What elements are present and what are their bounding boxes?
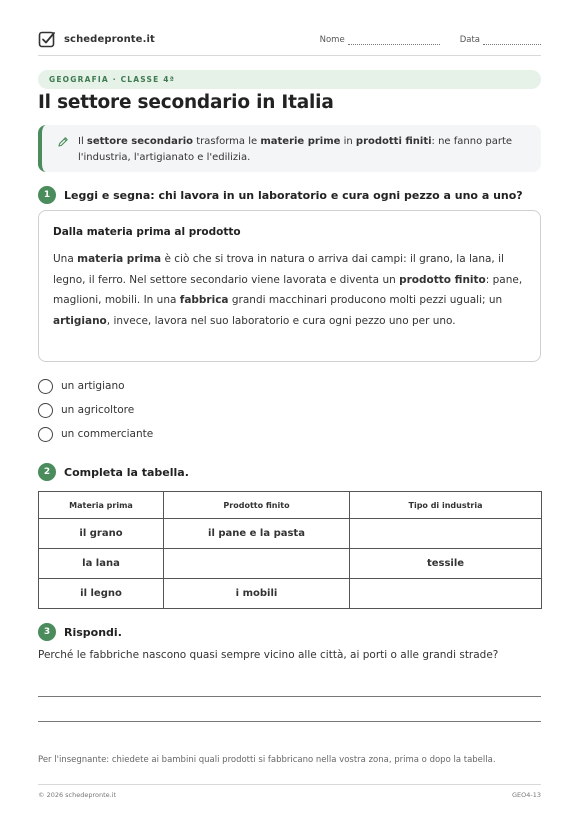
reading-bold: artigiano xyxy=(53,314,107,327)
name-field xyxy=(320,35,440,45)
open-question: Perché le fabbriche nascono quasi sempre vicino alle città, ai porti o alle grandi strade? xyxy=(38,649,499,661)
reading-text-part: , invece, lavora nel suo laboratorio e cura ogni pezzo uno per uno. xyxy=(106,314,456,327)
reading-text-part: : pane, maglioni, mobili. In una xyxy=(53,273,523,306)
table-cell-blank[interactable] xyxy=(350,519,542,549)
reading-title: Dalla materia prima al prodotto xyxy=(53,226,241,238)
name-blank xyxy=(348,36,440,45)
intro-text-part: Il xyxy=(78,136,87,147)
table-cell: il grano xyxy=(39,519,164,549)
reading-bold: materia prima xyxy=(77,253,162,265)
date-field xyxy=(460,35,541,45)
intro-text xyxy=(78,134,533,166)
table-cell: il legno xyxy=(39,579,164,609)
table-cell: il pane e la pasta xyxy=(164,519,350,549)
answer-options xyxy=(38,374,153,446)
intro-bold: settore secondario xyxy=(86,136,194,147)
teacher-note: Per l'insegnante: chiedete ai bambini quali prodotti si fabbricano nella vostra zona, prima o dopo la tabella. xyxy=(38,755,496,765)
question-1-text: Leggi e segna: chi lavora in un laboratorio e cura ogni pezzo a uno a uno? xyxy=(64,188,523,202)
table-header: Prodotto finito xyxy=(164,492,350,519)
table-cell: tessile xyxy=(350,549,542,579)
reading-text-part: grandi macchinari producono molti pezzi uguali; un xyxy=(228,294,503,306)
question-1-heading xyxy=(38,186,523,204)
table-cell: i mobili xyxy=(164,579,350,609)
radio-circle[interactable] xyxy=(38,427,53,442)
reading-box xyxy=(38,210,541,362)
option-label: un commerciante xyxy=(61,428,154,440)
footer-code: GEO4-13 xyxy=(511,791,541,799)
table-cell: la lana xyxy=(39,549,164,579)
answer-line[interactable] xyxy=(38,696,541,697)
table-header-row xyxy=(39,492,542,519)
question-number-badge: 3 xyxy=(38,623,56,641)
table-cell-blank[interactable] xyxy=(164,549,350,579)
question-2-text: Completa la tabella. xyxy=(64,465,189,479)
radio-circle[interactable] xyxy=(38,403,53,418)
option-agricoltore[interactable] xyxy=(38,398,153,422)
brand-logo xyxy=(38,30,155,48)
option-artigiano[interactable] xyxy=(38,374,153,398)
option-label: un artigiano xyxy=(61,380,125,392)
reading-text xyxy=(53,249,531,331)
brand-name: schedepronte.it xyxy=(64,33,155,45)
table-header: Tipo di industria xyxy=(350,492,542,519)
reading-bold: prodotto finito xyxy=(399,273,486,286)
page-header xyxy=(38,30,541,56)
intro-text-part: in xyxy=(340,136,356,147)
pencil-icon xyxy=(57,136,69,148)
answer-line[interactable] xyxy=(38,721,541,722)
option-commerciante[interactable] xyxy=(38,422,153,446)
intro-text-part: trasforma le xyxy=(193,136,261,147)
completion-table xyxy=(38,491,542,609)
student-fields xyxy=(300,35,541,45)
intro-bold: materie prime xyxy=(260,136,341,147)
intro-bold: prodotti finiti xyxy=(355,136,432,147)
option-label: un agricoltore xyxy=(61,404,135,416)
checkbox-logo-icon xyxy=(38,30,56,48)
question-number-badge: 1 xyxy=(38,186,56,204)
table-row xyxy=(39,579,542,609)
table-row xyxy=(39,519,542,549)
question-3-heading xyxy=(38,623,122,641)
radio-circle[interactable] xyxy=(38,379,53,394)
table-cell-blank[interactable] xyxy=(350,579,542,609)
reading-text-part: Una xyxy=(53,253,78,265)
question-3-text: Rispondi. xyxy=(64,625,122,639)
page-title: Il settore secondario in Italia xyxy=(38,92,334,113)
subject-tag: GEOGRAFIA · CLASSE 4ª xyxy=(38,70,541,89)
reading-bold: fabbrica xyxy=(179,294,229,306)
question-number-badge: 2 xyxy=(38,463,56,481)
date-blank xyxy=(483,36,541,45)
question-2-heading xyxy=(38,463,189,481)
page-footer xyxy=(38,784,541,799)
footer-copyright: © 2026 schedepronte.it xyxy=(38,791,117,799)
intro-text-part: : ne fanno parte l'industria, l'artigianato e l'edilizia. xyxy=(78,136,513,163)
table-header: Materia prima xyxy=(39,492,164,519)
reading-text-part: è ciò che si trova in natura o arriva dai campi: il grano, la lana, il legno, il ferro. Nel settore secondario viene lavorata e diventa un xyxy=(53,253,504,286)
date-label: Data xyxy=(459,35,480,45)
intro-box xyxy=(38,125,541,172)
name-label: Nome xyxy=(319,35,345,45)
table-row xyxy=(39,549,542,579)
